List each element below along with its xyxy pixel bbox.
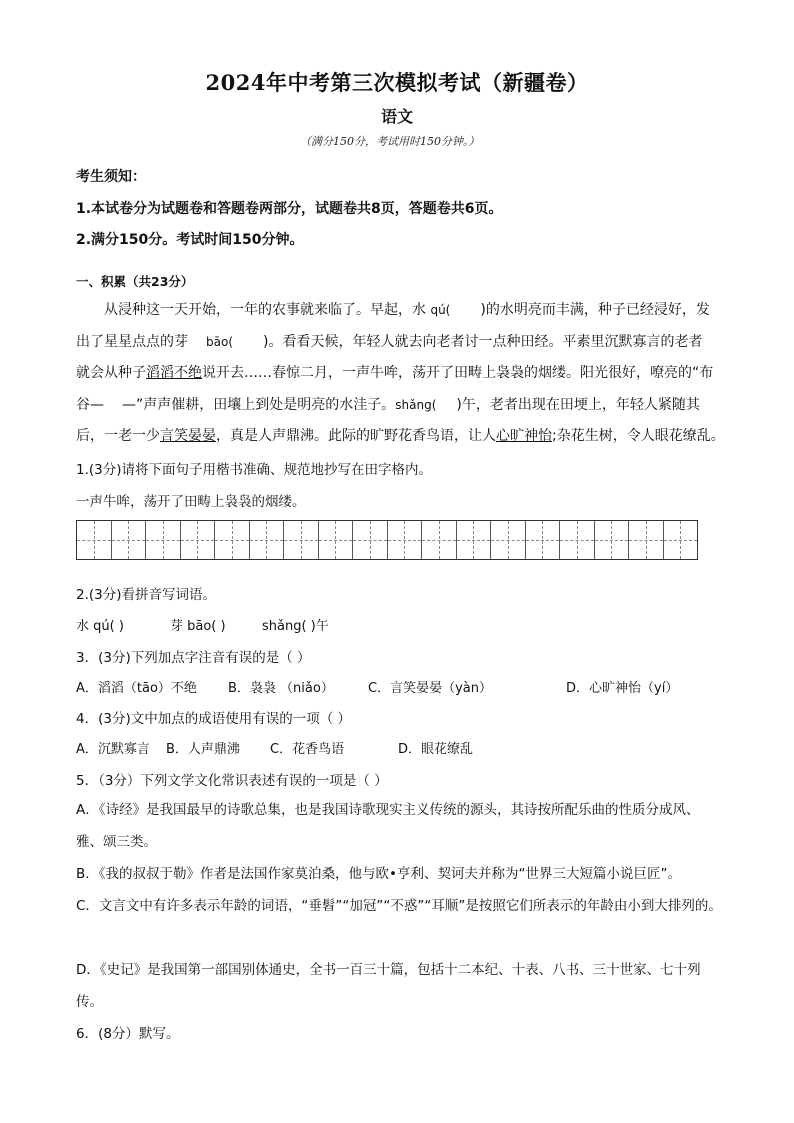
notice-heading: 考生须知：	[76, 169, 146, 185]
q2-stem: 2.(3分)看拼音写词语。	[76, 587, 217, 603]
grid-cell[interactable]	[664, 521, 698, 559]
q2-item-b: 芽 bāo( )	[170, 619, 226, 634]
grid-cell[interactable]	[215, 521, 250, 559]
passage-text: ，真是人声鼎沸。此际的旷野花香鸟语，让人	[216, 428, 496, 444]
tianzige-grid[interactable]	[76, 520, 698, 560]
q4-option-b: B．人声鼎沸	[166, 742, 240, 757]
q4-stem: 4．(3分)文中加点的成语使用有误的一项（ ）	[76, 711, 352, 727]
grid-cell[interactable]	[629, 521, 664, 559]
passage-text: )的水明亮而丰满，种子已经浸好，发	[480, 302, 710, 318]
underlined-idiom: 滔滔不绝	[146, 365, 202, 381]
grid-cell[interactable]	[526, 521, 561, 559]
q3-option-b: B．袅袅 （niǎo）	[228, 681, 334, 696]
q4-option-a: A．沉默寡言	[76, 742, 150, 757]
passage-text: 从浸种这一天开始，一年的农事就来临了。早起，水	[104, 302, 426, 318]
q3-option-a: A．滔滔（tāo）不绝	[76, 681, 197, 696]
pinyin-shang: shǎng(	[395, 397, 437, 412]
passage-text: 就会从种子	[76, 365, 146, 381]
q3-option-c: C．言笑晏晏（yàn）	[368, 681, 492, 696]
grid-cell[interactable]	[284, 521, 319, 559]
q1-stem: 1.(3分)请将下面句子用楷书准确、规范地抄写在田字格内。	[76, 462, 433, 478]
passage-text: )。看看天候，年轻人就去向老者讨一点种田经。平素里沉默寡言的老者	[263, 333, 703, 350]
score-time-note: （满分150分，考试用时150分钟。）	[300, 135, 480, 148]
grid-cell[interactable]	[560, 521, 595, 559]
underlined-idiom: 心旷神怡	[496, 428, 552, 444]
grid-cell[interactable]	[422, 521, 457, 559]
passage-text: ;杂花生树，令人眼花缭乱。	[552, 428, 725, 444]
passage-text: 出了星星点点的芽	[76, 333, 188, 350]
reading-passage	[76, 295, 726, 453]
q5-stem: 5．（3分）下列文学文化常识表述有误的一项是（ ）	[76, 773, 388, 789]
exam-title: 2024年中考第三次模拟考试（新疆卷）	[205, 70, 589, 95]
grid-cell[interactable]	[353, 521, 388, 559]
q3-stem: 3．(3分)下列加点字注音有误的是（ ）	[76, 650, 311, 666]
q4-option-d: D．眼花缭乱	[398, 742, 474, 757]
grid-cell[interactable]	[250, 521, 285, 559]
q4-option-c: C．花香鸟语	[270, 742, 345, 757]
notice-item-2: 2.满分150分。考试时间150分钟。	[76, 232, 304, 248]
q6-stem: 6．(8分）默写。	[76, 1026, 180, 1042]
q2-item-a: 水 qú( )	[76, 619, 124, 634]
subject-title: 语文	[380, 107, 413, 126]
q2-item-c: shǎng( )午	[262, 619, 329, 634]
grid-cell[interactable]	[388, 521, 423, 559]
pinyin-bao: bāo(	[206, 334, 233, 349]
q5-option-d: D．《史记》是我国第一部国别体通史，全书一百三十篇，包括十二本纪、十表、八书、三十世家、七十列传。	[76, 962, 701, 1010]
q5-option-b: B．《我的叔叔于勒》作者是法国作家莫泊桑，他与欧•亨利、契诃夫并称为“世界三大短篇小说巨匠”。	[76, 866, 681, 882]
grid-cell[interactable]	[319, 521, 354, 559]
underlined-idiom: 言笑晏晏	[160, 428, 216, 444]
grid-cell[interactable]	[146, 521, 181, 559]
passage-text: —”声声催耕，田壤上到处是明亮的水洼子。	[122, 396, 396, 413]
passage-text: 后，一老一少	[76, 428, 160, 444]
grid-cell[interactable]	[77, 521, 112, 559]
q1-sentence: 一声牛哞，荡开了田畴上袅袅的烟缕。	[76, 494, 306, 510]
pinyin-qu: qú(	[430, 303, 451, 317]
notice-item-1: 1.本试卷分为试题卷和答题卷两部分，试题卷共8页，答题卷共6页。	[76, 201, 503, 217]
grid-cell[interactable]	[112, 521, 147, 559]
q5-option-c: C．文言文中有许多表示年龄的词语，“垂髫”“加冠”“不惑”“耳顺”是按照它们所表示的年龄由小到大排列的。	[76, 898, 722, 914]
grid-cell[interactable]	[457, 521, 492, 559]
passage-text: 谷—	[76, 396, 104, 413]
q3-option-d: D．心旷神怡（yí）	[566, 681, 679, 696]
section-1-heading: 一、积累（共23分）	[76, 274, 194, 289]
grid-cell[interactable]	[181, 521, 216, 559]
q5-option-a: A．《诗经》是我国最早的诗歌总集，也是我国诗歌现实主义传统的源头，其诗按所配乐曲的性质分成风、雅、颂三类。	[76, 802, 700, 850]
passage-text: )午，老者出现在田埂上，年轻人紧随其	[456, 396, 700, 413]
grid-cell[interactable]	[595, 521, 630, 559]
grid-cell[interactable]	[491, 521, 526, 559]
passage-text: 说开去……春惊二月，一声牛哞，荡开了田畴上袅袅的烟缕。阳光很好，嘹亮的“布	[202, 365, 714, 381]
